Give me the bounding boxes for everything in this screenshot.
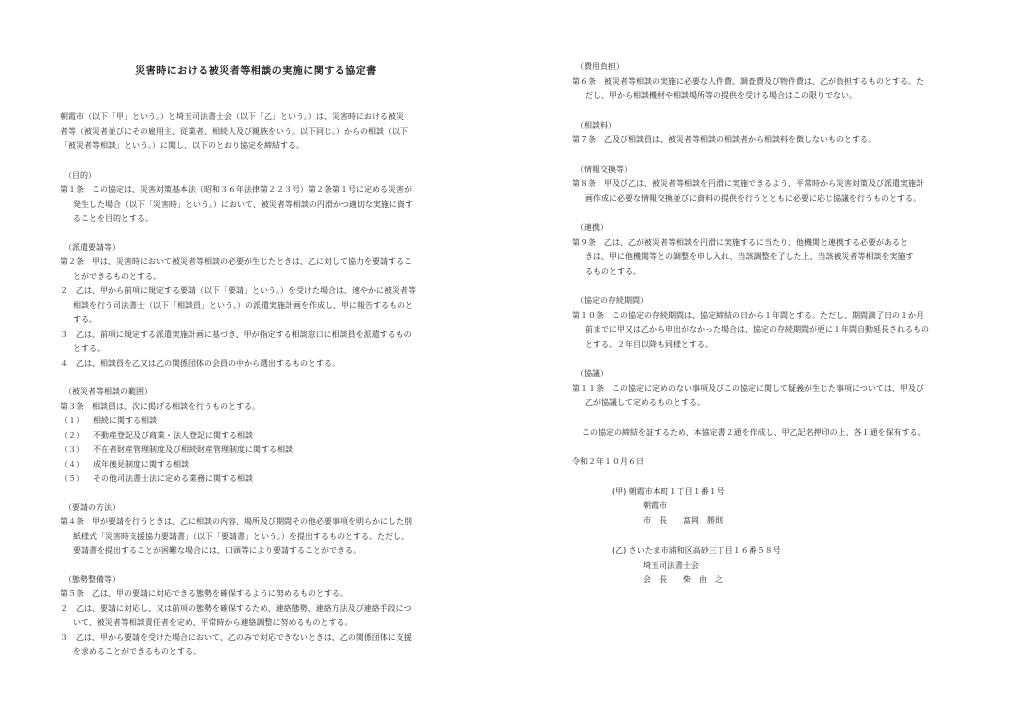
article-5 — [60, 573, 452, 660]
list-item-number: （３） — [60, 445, 84, 454]
article-3 — [60, 385, 452, 487]
list-item-text: 相続に関する相談 — [93, 416, 157, 425]
list-item-number: （２） — [60, 430, 84, 440]
article-7 — [572, 119, 964, 148]
article-4 — [60, 501, 452, 559]
article-heading: （協議） — [576, 369, 608, 378]
left-column — [60, 60, 452, 674]
article-line: ４ 乙は、相談員を乙又は乙の関係団体の会員の中から選出するものとする。 — [60, 358, 340, 368]
closing-statement: この協定の締結を証するため、本協定書２通を作成し、甲乙記名押印の上、各１通を保有する。 — [582, 427, 926, 437]
article-line: 第２条 甲は、災害時において被災者等相談の必要が生じたときは、乙に対して協力を要請するこ — [60, 257, 412, 266]
article-line: とする。２年目以降も同様とする。 — [585, 339, 713, 349]
list-item — [60, 472, 452, 487]
article-line: 第１０条 この協定の存続期間は、協定締結の日から１年間とする。ただし、期間満了日の１か月 — [572, 310, 924, 320]
article-line: 第６条 被災者等相談の実施に必要な人件費、調査費及び物件費は、乙が負担するものとする。た — [572, 76, 924, 86]
article-heading: （協定の存続期間） — [576, 296, 648, 305]
article-line: ることを目的とする。 — [73, 214, 153, 223]
article-9 — [572, 221, 964, 279]
preamble-line: 者等（被災者並びにその雇用主、従業者、相続人及び親族をいう。以下同じ。）からの相談（以下 — [60, 126, 408, 136]
list-item-text: 不動産登記及び商業・法人登記に関する相談 — [93, 430, 253, 440]
article-line: 相談を行う司法書士（以下「相談員」という。）の派遣実施計画を作成し、甲に報告するものと — [73, 300, 413, 310]
article-10 — [572, 294, 964, 352]
article-line: 第１条 この協定は、災害対策基本法（昭和３６年法律第２２３号）第２条第１号に定める災害が — [60, 185, 412, 194]
list-item-text: 成年後見制度に関する相談 — [93, 459, 189, 469]
party-organization: 朝霞市 — [643, 501, 667, 510]
party-ko-signature — [612, 485, 964, 529]
article-line: を求めることができるものとする。 — [73, 647, 201, 656]
article-line: とする。 — [73, 344, 105, 353]
party-address: (乙) さいたま市浦和区高砂三丁目１６番５８号 — [612, 546, 781, 555]
article-line: きは、甲に他機関等との調整を申し入れ、当該調整を了した上、当該被災者等相談を実施す — [585, 252, 914, 261]
list-item — [60, 458, 452, 473]
list-item — [60, 443, 452, 458]
article-heading: （情報交換等） — [576, 164, 632, 174]
article-line: 第８条 甲及び乙は、被災者等相談を円滑に実施できるよう、平常時から災害対策及び派遣実施計 — [572, 179, 924, 188]
preamble — [60, 110, 452, 154]
list-item-number: （１） — [60, 416, 84, 425]
article-11 — [572, 367, 964, 411]
article-2 — [60, 241, 452, 372]
article-line: いて、被災者等相談責任者を定め、平常時から連絡調整に努めるものとする。 — [73, 618, 353, 627]
article-heading: （相談料） — [576, 120, 616, 130]
list-item-number: （５） — [60, 474, 84, 483]
article-heading: （態勢整備等） — [64, 574, 120, 584]
preamble-line: 朝霞市（以下「甲」という。）と埼玉司法書士会（以下「乙」という。）は、災害時における被災 — [60, 112, 404, 121]
article-heading: （要請の方法） — [64, 502, 120, 512]
article-line: 第３条 相談員は、次に掲げる相談を行うものとする。 — [60, 401, 260, 411]
article-6 — [572, 60, 964, 104]
right-column — [572, 60, 964, 604]
article-line: 第１１条 この協定に定めのない事項及びこの協定に関して疑義が生じた事項については、甲及び — [572, 383, 924, 393]
article-line: 第４条 甲が要請を行うときは、乙に相談の内容、場所及び期間その他必要事項を明らかにした別 — [60, 517, 412, 526]
article-line: 第９条 乙は、乙が被災者等相談を円滑に実施するに当たり、他機関と連携する必要があると — [572, 237, 908, 247]
article-line: だし、甲から相談機材や相談場所等の提供を受ける場合はこの限りでない。 — [585, 91, 857, 100]
article-heading: （目的） — [64, 170, 96, 180]
article-1 — [60, 169, 452, 227]
article-line: とができるものとする。 — [73, 271, 161, 281]
article-line: 画作成に必要な情報交換並びに資料の提供を行うとともに必要に応じ協議を行うものとする。 — [585, 193, 921, 203]
article-line: るものとする。 — [585, 266, 641, 276]
article-line: する。 — [73, 315, 97, 324]
article-heading: （連携） — [576, 223, 608, 232]
preamble-line: 「被災者等相談」という。）に関し、以下のとおり協定を締結する。 — [60, 141, 304, 150]
document-title: 災害時における被災者等相談の実施に関する協定書 — [135, 66, 377, 77]
article-line: ３ 乙は、甲から要請を受けた場合において、乙のみで対応できないときは、乙の関係団体に支援 — [60, 632, 412, 642]
article-line: 乙が協議して定めるものとする。 — [585, 398, 705, 407]
agreement-date: 令和２年１０月６日 — [572, 457, 644, 466]
list-item — [60, 429, 452, 444]
party-otsu-signature — [612, 544, 964, 588]
party-representative: 市 長 富岡 勝則 — [643, 515, 723, 525]
article-line: 第５条 乙は、甲の要請に対応できる態勢を確保するように努めるものとする。 — [60, 589, 348, 598]
article-line: ２ 乙は、要請に対応し、又は前項の態勢を確保するため、連絡態勢、連絡方法及び連絡手段につ — [60, 603, 412, 613]
list-item — [60, 414, 452, 429]
party-organization: 埼玉司法書士会 — [643, 560, 699, 570]
list-item-text: その他司法書士法に定める業務に関する相談 — [93, 474, 253, 483]
article-line: 前までに甲又は乙から申出がなかった場合は、協定の存続期間が更に１年間自動延長されるもの — [585, 325, 929, 334]
list-item-number: （４） — [60, 459, 84, 469]
article-line: ３ 乙は、前項に規定する派遣実施計画に基づき、甲が指定する相談窓口に相談員を派遣するもの — [60, 329, 412, 339]
list-item-text: 不在者財産管理制度及び相続財産管理制度に関する相談 — [93, 445, 293, 454]
article-line: 紙様式「災害時支援協力要請書」（以下「要請書」という。）を提出するものとする。ただし、 — [73, 531, 409, 541]
article-heading: （被災者等相談の範囲） — [64, 387, 152, 396]
article-line: ２ 乙は、甲から前項に規定する要請（以下「要請」という。）を受けた場合は、速やかに被災者等 — [60, 286, 416, 295]
article-heading: （派遣要請等） — [64, 242, 120, 252]
article-line: 要請書を提出することが困難な場合には、口頭等により要請することができる。 — [73, 546, 361, 555]
article-line: 第７条 乙及び相談員は、被災者等相談の相談者から相談料を徴しないものとする。 — [572, 135, 876, 144]
article-heading: （費用負担） — [576, 62, 624, 71]
article-line: 発生した場合（以下「災害時」という。）において、被災者等相談の円滑かつ適切な実施に資す — [73, 199, 413, 209]
party-address: (甲) 朝霞市本町１丁目１番１号 — [612, 486, 725, 496]
party-representative: 会 長 柴 由 之 — [643, 575, 723, 584]
article-8 — [572, 163, 964, 207]
